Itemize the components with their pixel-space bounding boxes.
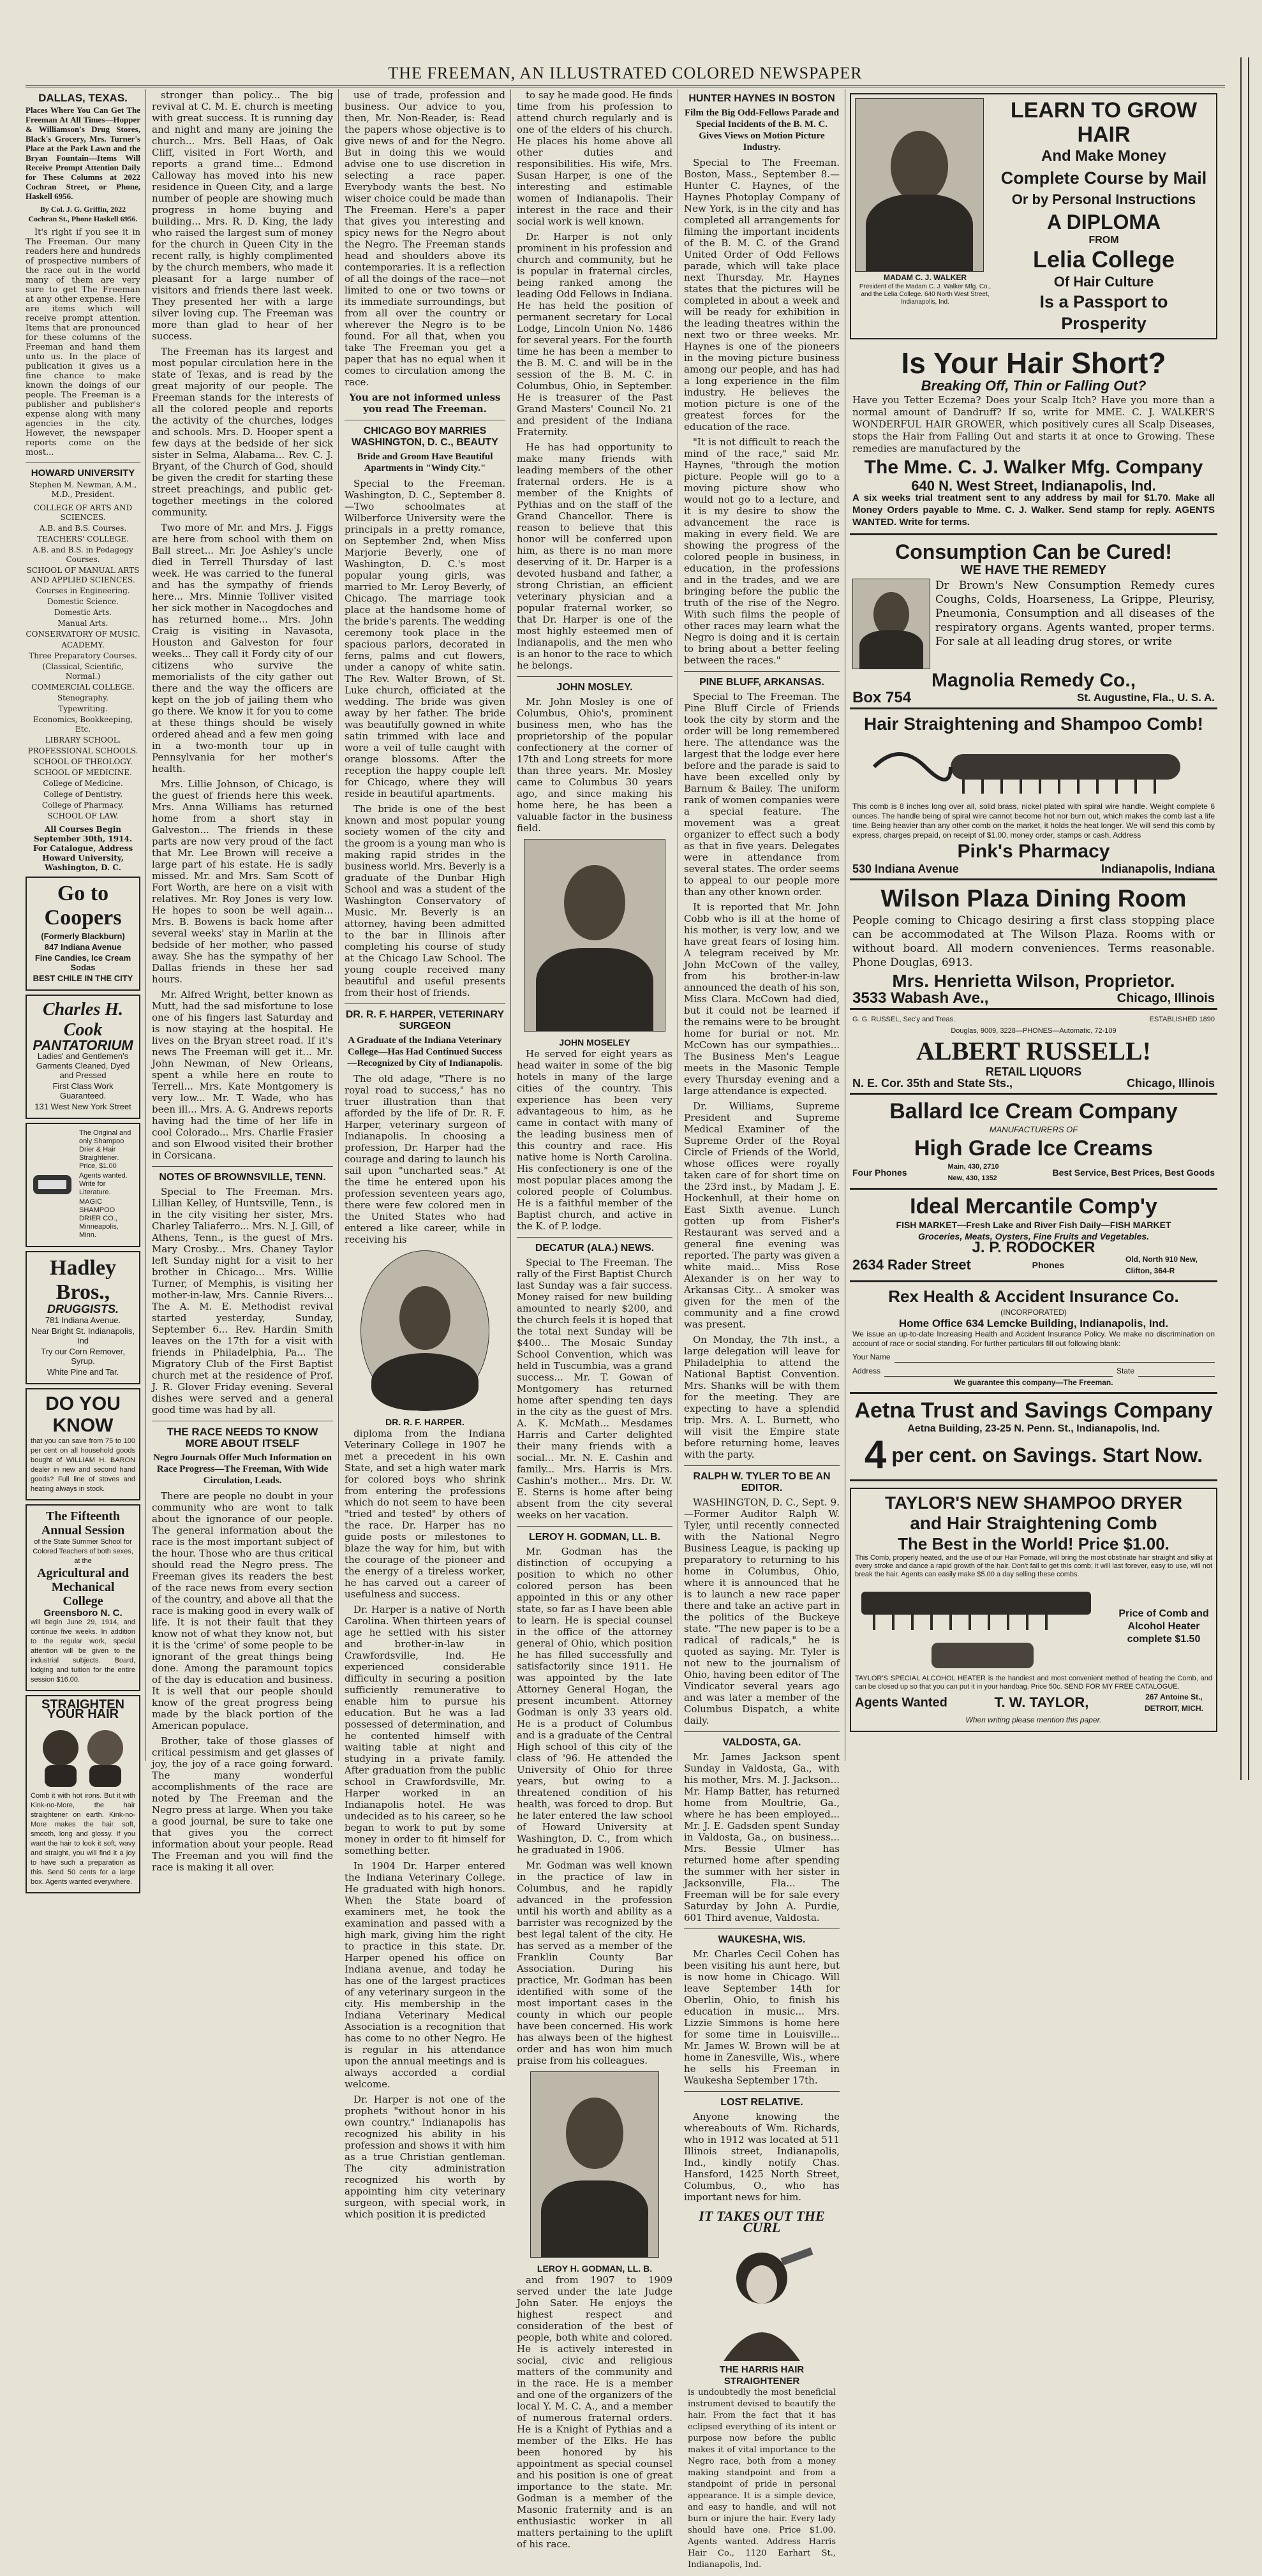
howard-course-item: LIBRARY SCHOOL. (45, 736, 121, 744)
short-heading: Is Your Hair Short? (901, 346, 1166, 380)
separator (684, 671, 840, 672)
godman-heading: LEROY H. GODMAN, LL. B. (529, 1532, 660, 1543)
howard-course-item: College of Dentistry. (43, 790, 123, 799)
walker-portrait-block (855, 98, 995, 334)
column-6-ads (850, 89, 1217, 1767)
hair-short-ad (850, 343, 1217, 535)
howard-course-item: (Classical, Scientific, Normal.) (42, 662, 124, 681)
walker-portrait (855, 98, 984, 272)
harper-body: The old adage, "There is no royal road to success," has no truer illustration than that afforded by the life of Dr. R. F. Harper, veterinary surgeon of Indianapolis. In choosing a profession, Dr. Harper had the courage and daring to launch his sail upon "uncharted seas." At the time he entered upon his profession seventeen years ago, there were few colored men in the United States who had entered a like career, while in receiving his (345, 1073, 505, 1245)
aetna-heading: Aetna Trust and Savings Company (854, 1398, 1213, 1423)
coopers-line: 847 Indiana Avenue (44, 942, 122, 952)
ballard-subheading: MANUFACTURERS OF (989, 1125, 1078, 1134)
coopers-lines (31, 931, 135, 983)
straighten-heading: STRAIGHTEN YOUR HAIR (41, 1698, 124, 1721)
column-2 (152, 89, 333, 1873)
harris-ad (684, 2207, 840, 2576)
separator (684, 1731, 840, 1732)
ideal-ad (850, 1190, 1217, 1282)
cook-lines (31, 1051, 135, 1111)
lost-heading: LOST RELATIVE. (720, 2097, 803, 2108)
walker-heading-3: Complete Course by Mail (1000, 168, 1207, 188)
hadley-subheading: DRUGGISTS. (47, 1303, 119, 1315)
taylor-price: Price of Comb and Alcohol Heater complete $1.50 (1118, 1608, 1209, 1645)
brownsville-heading: NOTES OF BROWNSVILLE, TENN. (159, 1172, 326, 1183)
ideal-proprietor: J. P. RODOCKER (972, 1239, 1095, 1256)
walker-mfg-body: A six weeks trial treatment sent to any address by mail for $1.70. Make all Money Orders payable to Mme. C. J. Walker. Send stamp for reply. AGENTS WANTED. Write for terms. (852, 492, 1215, 528)
howard-course-item: ACADEMY. (61, 640, 105, 649)
lady-combing-hair-icon (698, 2233, 826, 2361)
dr-brown-portrait (852, 579, 930, 669)
chicago-heading: CHICAGO BOY MARRIES WASHINGTON, D. C., BEAUTY (352, 426, 498, 448)
coopers-ad (26, 877, 140, 991)
consumption-heading: Consumption Can be Cured! (895, 540, 1172, 563)
separator (517, 676, 672, 677)
howard-course-item: Stenography. (57, 693, 109, 702)
comb-body: This comb is 8 inches long over all, solid brass, nickel plated with spiral wire handle. Weight complete 6 ounces. The handle being of spiral wire cannot become hot nor burn out, which makes the comb last a life time. Being heavier than any other comb on the market, it holds the heat longer. We will send this comb by express, charges prepaid, on receipt of $1.00, money order, stamps or cash. Address (852, 802, 1215, 840)
waukesha-body: Mr. Charles Cecil Cohen has been visiting his aunt here, but is now home in Chicago. Will leave September 14th for Oberlin, Ohio, to finish his education in music... Mrs. Lizzie Simmons is home here for some time in Louisville... Mr. James W. Brown will be at home in Zanesville, Wis., where he sells his Freeman in Waukesha September 17th. (684, 1948, 840, 2086)
howard-footer: All Courses Begin September 30th, 1914. For Catalogue, Address Howard University, Washington, D. C. (33, 825, 133, 872)
hadley-lines (31, 1315, 135, 1377)
straighten-body: Comb it with hot irons. But it with Kink-no-More, the hair straightener on earth. Kink-no-More makes the hair soft, smooth, long and glossy. If you want the hair to look it soft, wavy and straight, you will find it a joy to have such a preparation as this. Send 50 cents for a large box. Agents wanted everywhere. (31, 1792, 135, 1886)
harper-caption: DR. R. F. HARPER. (385, 1417, 464, 1427)
wilson-address: 3533 Wabash Ave., (852, 989, 989, 1007)
magnolia-heading: Magnolia Remedy Co., (931, 670, 1136, 691)
howard-course-item: Three Preparatory Courses. (29, 651, 137, 660)
ballard-heading-2: High Grade Ice Creams (914, 1136, 1154, 1160)
taylor-heading-3: The Best in the World! Price $1.00. (898, 1534, 1169, 1553)
godman-caption: LEROY H. GODMAN, LL. B. (537, 2263, 653, 2274)
pinebluff-body: Special to The Freeman. The Pine Bluff Circle of Friends took the city by storm and the order will be long remembered here. The attendance was the largest that the lodge ever here before and the parade is said to have been excelled only by Barnum & Bailey. The uniform rank of women companies were a special feature. The movement was a great organizer to effect such a body as that in five years. Delegates were in attendance from several states. The order seems to appeal to our people more than any other known order. (684, 691, 840, 898)
mosley-body: Mr. John Mosley is one of Columbus, Ohio's, prominent business men, who has the proprietorship of the popular confectionery at the corner of 17th and Long streets for more than three years. Mr. Mosley came to Columbus 30 years ago, and since making his home here, he has been a valuable factor in the business field. (517, 696, 672, 834)
dallas-byline: By Col. J. G. Griffin, 2022 Cochran St., Phone Haskell 6956. (28, 205, 138, 223)
taylor-heading-2: and Hair Straightening Comb (910, 1513, 1157, 1533)
walker-heading-5: A DIPLOMA (1046, 211, 1161, 233)
howard-course-item: Courses in Engineering. (36, 586, 130, 595)
howard-course-item: Domestic Arts. (54, 608, 112, 617)
cook-line: First Class Work Guaranteed. (52, 1081, 114, 1100)
column-rule (145, 89, 146, 1761)
aggie-city: Greensboro N. C. (43, 1608, 122, 1618)
walker-heading-1: LEARN TO GROW HAIR (1010, 98, 1198, 147)
rex-office: Home Office 634 Lemcke Building, Indianapolis, Ind. (898, 1317, 1169, 1329)
haynes-body-2: "It is not difficult to reach the mind of the race," said Mr. Haynes, "through the motion picture. People will go to a moving picture show who would not go to a lecture, and it is my desire to show the advancement the race is making in every field. We are showing the progress of the colored people in business, in education, in the professions and in the trades, and we are bringing before the public the truth of the rise of the Negro. With such films the people of other races may learn what the Negro is doing and it is certain to bring about a better feeling between the races." (684, 436, 840, 666)
walker-heading-2: And Make Money (1041, 147, 1167, 165)
doyou-body: that you can save from 75 to 100 per cent on all household goods bought of WILLIAM H. BARON dealer in new and second hand goods? Full line of stoves and heating always in stock. (31, 1437, 135, 1493)
haynes-subheading: Film the Big Odd-Fellows Parade and Special Incidents of the B. M. C. Gives Views on Motion Picture Industry. (684, 108, 840, 152)
pinebluff-body-4: On Monday, the 7th inst., a large delegation will leave for Philadelphia to attend the National Baptist Convention. Mrs. Shanks will be with them for the meeting. They are expecting to have a splendid trip. Mrs. A. L. Burnett, who will visit the Empire state before returning home, leaves with the party. (684, 1334, 840, 1460)
harper-body-2: diploma from the Indiana Veterinary College in 1907 he met a precedent in his own State, and set a high water mark for colored boys who shrink from entering the professions which do not seem to have been "tried and tested" by others of the race. Dr. Harper has no guide posts or milestones to blaze the way for him, but with the courage of the pioneer and the energy of a tireless worker, he has carved out a career of usefulness and success. (345, 1428, 505, 1600)
walker-from: FROM (1088, 235, 1119, 246)
harper-portrait (360, 1250, 489, 1411)
comb-and-heater-icon (855, 1579, 1110, 1675)
valdosta-body: Mr. James Jackson spent Sunday in Valdosta, Ga., with his mother, Mrs. M. J. Jackson... Mr. Hamp Batter, has returned home from Moultrie, Ga., where he has been employed... Mr. J. E. Gadsden spent Sunday in Valdosta, Ga., on business... Mrs. Bessie Ulmer has returned home after spending the summer with her sister in Jacksonville, Fla... The Freeman will be for sale every Saturday by John A. Purdie, 601 Third avenue, Valdosta. (684, 1751, 840, 1923)
aetna-tagline: per cent. on Savings. Start Now. (891, 1444, 1203, 1467)
pinebluff-body-2: It is reported that Mr. John Cobb who is ill at the home of his mother, is very low, and we have great fears of losing him. A telegram received by Mr. John McCown of the valley, from his brother-in-law announced the death of his son, Miss Clara. McCown had died, but it could not be learned if the remains were to be brought home for burial or not. Mr. McCown has our sympathies... The Business Men's League meets in the Masonic Temple every Thursday evening and a large attendance is expected. (684, 901, 840, 1097)
taylor-ad (850, 1488, 1217, 1732)
ideal-phone-lines: Old, North 910 New, Clifton, 364-R (1125, 1255, 1198, 1275)
walker-caption: MADAM C. J. WALKER (884, 273, 967, 282)
before-after-portraits-icon (32, 1719, 134, 1789)
straighten-ad (26, 1695, 140, 1893)
curl-heading: IT TAKES OUT THE CURL (699, 2208, 825, 2235)
fifteenth-subheading: of the State Summer School for Colored Teachers of both sexes, at the (33, 1538, 133, 1565)
aetna-rate: 4 (864, 1433, 887, 1477)
howard-course-item: SCHOOL OF THEOLOGY. (33, 757, 133, 766)
ballard-ad (850, 1095, 1217, 1190)
pinebluff-body-3: Dr. Williams, Supreme President and Supreme Medical Examiner of the Supreme Order of the Royal Circle of Friends of the World, whose offices were royally taken care of for short time on the 23rd inst., by Madam J. E. Hockenhull, at their home on East Sixth avenue. Lunch gotten up from Fisher's Restaurant was served and a general fine evening was reported. The party was given a white maid... Miss Rose Alexander is on her way to Arkansas City... A smoker was given for the men of the community and a fine crowd was present. (684, 1100, 840, 1330)
howard-course-item: PROFESSIONAL SCHOOLS. (27, 746, 138, 755)
separator (152, 1166, 333, 1167)
separator (684, 1465, 840, 1466)
fifteenth-heading: The Fifteenth Annual Session (41, 1509, 125, 1537)
rex-name-field[interactable] (895, 1351, 1215, 1363)
race-subheading: Negro Journals Offer Much Information on Race Progress—The Freeman, With Wide Circulation, Leads. (153, 1453, 332, 1486)
ballard-heading: Ballard Ice Cream Company (889, 1099, 1178, 1123)
race-body: There are people no doubt in your community who are wont to talk about the ignorance of our people. The general information about the race is the most important subject of the hour. Those who are thus critical should read the Negro press. The Freeman gives its readers the best of the race news from every section of the country, and above all that the race is making good in every walk of life. It is not their fault that they know not of what they know not, but it is the 'crime' of some people to be ignorant of the great things being done. Among the paramount topics of the day is education and business. It is well that our people should know of the great progress being made by the black portion of the American populace. (152, 1490, 333, 1731)
separator (345, 1003, 505, 1004)
howard-course-item: College of Medicine. (43, 779, 123, 788)
lost-body: Anyone knowing the whereabouts of Wm. Richards, who in 1912 was located at 511 Illinois street, Indianapolis, Ind., kindly notify Chas. Hansford, 1425 North Street, Columbus, O., who has important news for him. (684, 2111, 840, 2203)
consumption-ad (850, 535, 1217, 709)
waukesha-heading: WAUKESHA, WIS. (718, 1934, 806, 1945)
magnolia-box: Box 754 (852, 689, 912, 706)
wilson-proprietor: Mrs. Henrietta Wilson, Proprietor. (892, 971, 1175, 991)
howard-course-item: SCHOOL OF MEDICINE. (34, 768, 132, 777)
mosley-portrait (524, 839, 665, 1032)
col3-lead-body: use of trade, profession and business. Our advice to you, then, Mr. Non-Reader, is: Read the papers whose objective is to give news of and for the Negro. But in doing this we would advise one to use discretion in selecting a race paper. Everybody wants the best. No wiser choice could be made than The Freeman. Here's a paper that gives you interesting and spicy news for the Negro about the Negro. The Freeman stands head and shoulders above its contemporaries. It is a reflection of all the doings of the race—not limited to one or two towns or its immediate surroundings, but from all over the country or wherever the Negro is to be found. For all that, when you take The Freeman you get a paper that has no equal when it comes to circulation among the race. (345, 89, 505, 388)
decatur-body: Special to The Freeman. The rally of the First Baptist Church last Sunday was a fair success. Money raised for new building amounted to nearly $200, and the church feels it is hoped that the total next Sunday will be $400... The Mosaic Sunday School Convention, which was held in Tuscumbia, was a grand success... Mr. T. Gowan of Montgomery has returned home after spending ten days in the city as the guest of Mrs. A. K. McMath... Mesdames Harris and Carter delighted their many friends with a social... Mr. N. E. Cashin and family... Mrs. Harris is Mrs. Cashin's mother... Mrs. Dr. W. E. Sterns is home after being absent from the city several weeks on her vacation. (517, 1257, 672, 1521)
russell-city: Chicago, Illinois (1126, 1077, 1215, 1090)
col2-lead-body: stronger than policy... The big revival at C. M. E. church is meeting with great success. It is running day and night and many are joining the church... Mrs. Bell Haas, of Oak Cliff, visited in Fort Worth, and reports a grand time... Edmond Calloway has moved into his new residence in Queen City, and a large number of people are showing much progress in home buying and building... Mrs. R. D. King, the lady who raised the largest sum of money for the church in Queen City in the recent rally, is highly complimented by the church members, who made it pleasant for a large number of visitors and friends there last week. They presented her with a large silver loving cup. The Freeman was more than glad to hear of her success. (152, 89, 333, 342)
chicago-body: Special to the Freeman. Washington, D. C., September 8.—Two schoolmates at Wilberforce University were the principals in a pretty romance, on September 2nd, when Miss Marjorie Beverly, one of Washington, D. C.'s most popular young girls, was married to Mr. Leroy Beverly, of Chicago. The marriage took place at the handsome home of the bride's parents. The wedding ceremony took place in the spacious parlors, decorated in ferns, palms and cut flowers, under a canopy of white satin. The Rev. Walter Brown, of St. Luke church, officiated at the wedding. The bride was given away by her father. The bride was beautifully gowned in white satin trimmed with lace and wore a veil of tulle caught with orange blossoms. After the reception the happy couple left for Chicago, where they will reside in beautiful apartments. (345, 478, 505, 799)
portrait-suit (371, 1353, 479, 1410)
coopers-line: (Formerly Blackburn) (41, 931, 125, 941)
godman-body: Mr. Godman has the distinction of occupying a position to which no other colored person has been appointed in this or any other state, so far as I have been able to learn. He is special counsel in the office of the attorney general of Ohio, which position he has filled successfully and satisfactorily since 1911. He was appointed by the late Attorney General Hogan, the present incumbent. Attorney Godman is only 33 years old. He is a product of Columbus and is a graduate of the Central High school of this city of the class of '96. He attended the University of Ohio for three years, but owing to a threatened condition of his health, was forced to drop. But he later entered the law school of Howard University at Washington, D. C., from which he graduated in 1906. (517, 1546, 672, 1856)
howard-course-item: College of Pharmacy. (41, 801, 124, 810)
dallas-heading: DALLAS, TEXAS. (38, 92, 128, 104)
tyler-body: WASHINGTON, D. C., Sept. 9.—Former Auditor Ralph W. Tyler, until recently connected with the National Negro Business League, is packing up preparatory to returning to his home in Columbus, Ohio, where it is announced that he is to launch a new race paper there and take an active part in the politics of the Buckeye state. "The new paper is to be a radical of radicals," he is quoted as saying. Mr. Tyler is not new to the journalism of Ohio, having been editor of The Vindicator several years ago and was later a member of the Columbus Dispatch, a white daily. (684, 1497, 840, 1726)
walker-caption-2: President of the Madam C. J. Walker Mfg. Co., and the Lelia College. 640 North West Street, Indianapolis, Ind. (859, 283, 991, 306)
dallas-subheading: Places Where You Can Get The Freeman At All Times—Hopper & Williamson's Drug Stores, Black's Grocery, Mrs. Turner's Place at the Park Lawn and the Bryan Fountain—Items Will Receive Prompt Attention Daily for These Columns at 2022 Cochran Street, or Phone, Haskell 6956. (26, 105, 140, 201)
russell-established: ESTABLISHED 1890 (1149, 1016, 1215, 1023)
howard-ad (26, 468, 140, 873)
ideal-lines: Groceries, Meats, Oysters, Fine Fruits and Vegetables. (917, 1231, 1150, 1241)
cook-line: 131 West New York Street (34, 1102, 131, 1111)
aggie-body: will begin June 29, 1914, and continue five weeks. In addition to the regular work, special attention will be given to the industrial subjects. Board, lodging and tuition for the entire session $16.00. (31, 1618, 135, 1684)
col2-body-3: Two more of Mr. and Mrs. J. Figgs are here from school with them on Ball street... Mr. Joe Ashley's uncle died in Terrell Thursday of last week. He was carried to the funeral and has the sympathy of friends here... Mrs. Minnie Tolliver visited her sick mother in Nacogdoches and has returned home... Mrs. John Craig is visiting in Navasota, Houston and Galveston for four weeks... They call it Fordy city of our citizens who survive the memorialists of the city gather out there and the way the officers are kept on the job of jailing them who go there. We know it for you to come at these things should be wisely ordered ahead and a few men going in a two-month tour up in Pennsylvania for her mother's health. (152, 522, 333, 774)
ideal-address: 2634 Rader Street (852, 1257, 971, 1273)
portrait-suit (859, 630, 924, 669)
rex-address-field[interactable] (884, 1365, 1113, 1377)
separator (684, 2091, 840, 2092)
haynes-body: Special to The Freeman. Boston, Mass., September 8.—Hunter C. Haynes, of the Haynes Photoplay Company of New York, is in the city and has completed all arrangements for filming the important incidents of the B. M. C. of the Grand United Order of Odd Fellows parade, which will take place next Thursday. Mr. Haynes states that the pictures will be completed in about a week and will be ready for exhibition in the leading theatres within the next two or three weeks. Mr. Haynes is one of the pioneers in the moving picture business among our people, and has had a long experience in the film industry. He believes the motion picture is one of the greatest forces for the education of the race. (684, 157, 840, 433)
comb-icon (861, 735, 1206, 799)
separator (684, 1928, 840, 1929)
col3-lead-tagline: You are not informed unless you read The Freeman. (349, 392, 501, 415)
aggie-ad (26, 1504, 140, 1691)
hadley-heading: Hadley Bros., (50, 1256, 116, 1304)
russell-heading: ALBERT RUSSELL! (916, 1037, 1151, 1065)
magic-line: The Original and only Shampoo Drier & Hair Straightener. Price, $1.00 (79, 1129, 131, 1170)
cook-ad (26, 995, 140, 1119)
short-subheading: Breaking Off, Thin or Falling Out? (921, 378, 1147, 394)
consumption-body: Dr Brown's New Consumption Remedy cures Coughs, Colds, Hoarseness, La Grippe, Pleurisy, Pneumonia, Consumption and all diseases of the respiratory organs. Agents wanted, proper terms. For sale at all leading drug stores, or write (935, 579, 1215, 648)
ballard-tagline: Best Service, Best Prices, Best Goods (1052, 1167, 1215, 1178)
col2-body-2: The Freeman has its largest and most popular circulation here in the state of Texas, and is read by the great majority of our people. The Freeman stands for the interests of all the colored people and reports the activity of the churches, lodges and schools. Mrs. D. Hooper spent a few days at the bedside of her sick sister in Selma, Alabama... Rev. C. J. Bryant, of the Church of God, should be given the credit for starting these street preachings, and public get-together meetings in the colored community. (152, 346, 333, 518)
column-5 (684, 89, 840, 2570)
chicago-body-2: The bride is one of the best known and most popular young society women of the city and the groom is a young man who is making rapid strides in the business world. Mrs. Beverly is a graduate of the Dunbar High School and was a student of the Washington Conservatory of Music. Mr. Beverly is an attorney, having been admitted to the bar in Illinois after completing his course of study at the Chicago Law School. The young couple received many beautiful and useful presents from their host of friends. (345, 803, 505, 998)
mosley-caption: JOHN MOSELEY (559, 1037, 630, 1047)
rex-incorporated: (INCORPORATED) (1000, 1308, 1067, 1317)
magic-line: MAGIC SHAMPOO DRIER CO., Minneapolis, Minn. (79, 1198, 119, 1239)
ideal-heading: Ideal Mercantile Comp'y (910, 1194, 1157, 1218)
taylor-agents: Agents Wanted (855, 1696, 947, 1710)
taylor-footer: TAYLOR'S SPECIAL ALCOHOL HEATER is the handiest and most convenient method of heating the Comb, and can be closed up so that you can put it in your handbag. Price 50c. SEND FOR MY FREE CATALOGUE. (855, 1675, 1212, 1691)
harper-body-4: In 1904 Dr. Harper entered the Indiana Veterinary College. He graduated with high honors. When the State board of examiners met, he took the examination and passed with a high mark, giving him the right to practice in this state. Dr. Harper opened his office on Indiana avenue, and today he has one of the largest practices of any veterinary surgeon in the city. His membership in the Indiana Veterinary Medical Association is a recognition that has come to no other Negro. He is regular in his attendance upon the annual meetings and is always accorded a cordial welcome. (345, 1860, 505, 2090)
wilson-ad (850, 880, 1217, 1010)
taylor-address: 267 Antoine St., DETROIT, MICH. (1144, 1692, 1203, 1713)
walker-heading-7: Of Hair Culture (1053, 274, 1154, 290)
race-heading: THE RACE NEEDS TO KNOW MORE ABOUT ITSELF (167, 1426, 318, 1449)
walker-heading-8: Is a Passport to Prosperity (1039, 292, 1168, 333)
taylor-heading: TAYLOR'S NEW SHAMPOO DRYER (884, 1493, 1183, 1513)
godman-body-2: Mr. Godman was well known in the practice of law in Columbus, and he rapidly advanced in the profession until his worth and ability as a barrister was recognized by the best legal talent of the city. He has served as a member of the Franklin County Bar Association. During his practice, Mr. Godman has been identified with some of the most important cases in the county in which our people have been concerned. His work has always been of the highest order and has won him much praise from his colleagues. (517, 1860, 672, 2066)
chicago-subheading: Bride and Groom Have Beautiful Apartments in "Windy City." (357, 452, 493, 473)
valdosta-heading: VALDOSTA, GA. (722, 1737, 801, 1748)
rex-ad (850, 1282, 1217, 1394)
column-4 (517, 89, 672, 2550)
decatur-heading: DECATUR (ALA.) NEWS. (535, 1243, 655, 1254)
column-rule (338, 89, 339, 1761)
ideal-phones: Phones (1032, 1260, 1065, 1270)
portrait-face (566, 2098, 623, 2169)
walker-mfg-heading: The Mme. C. J. Walker Mfg. Company (864, 457, 1203, 478)
ideal-subheading: FISH MARKET—Fresh Lake and River Fish Daily—FISH MARKET (896, 1220, 1171, 1230)
rex-heading: Rex Health & Accident Insurance Co. (888, 1287, 1179, 1306)
haynes-heading: HUNTER HAYNES IN BOSTON (688, 93, 835, 104)
portrait-suit (541, 2180, 648, 2257)
column-1 (26, 89, 140, 1886)
howard-course-item: Domestic Science. (47, 597, 119, 606)
taylor-body: This Comb, properly heated, and the use of our Hair Pomade, will bring the most obstinate hair straight and silky at every stroke and dance a rapid growth of the hair. Don't fail to get this comb; it will last forever, easy to use, will not break the hair. Agents can easily make $5.00 a day selling these combs. (855, 1554, 1212, 1578)
walker-heading-6: Lelia College (1032, 246, 1175, 272)
brownsville-body: Special to The Freeman. Mrs. Lillian Kelley, of Huntsville, Tenn., is in the city visiting her sister, Mrs. Charley Taliaferro... Mrs. N. J. Gill, of Athens, Tenn., is the guest of Mrs. Mary Crosby... Mrs. Chaney Taylor left Sunday night for a visit to her brother in Chicago... Mrs. Willie Turner, of Memphis, is visiting her mother-in-law, Mrs. Cannie Rivers... The A. M. E. Methodist revival started yesterday, Sunday, September 6... Rev. Hardin Smith leaves on the 17th for a visit with friends in Philadelphia, Pa... The Migratory Club of the First Baptist church met at the residence of Prof. J. R. Glover Friday evening. Several dishes were served and a general good time was had by all. (152, 1186, 333, 1416)
howard-heading: HOWARD UNIVERSITY (31, 468, 135, 478)
doyou-ad (26, 1388, 140, 1500)
harper-heading: DR. R. F. HARPER, VETERINARY SURGEON (345, 1009, 505, 1032)
rex-address-label: Address (852, 1366, 881, 1375)
shampoo-drier-icon (31, 1169, 75, 1201)
separator (517, 1237, 672, 1238)
coopers-heading: Go to Coopers (44, 882, 122, 929)
russell-phones: Douglas, 9009, 3228—PHONES—Automatic, 72-109 (951, 1027, 1117, 1035)
rex-guarantee: We guarantee this company—The Freeman. (954, 1378, 1113, 1387)
hadley-line: Try our Corn Remover, Syrup. (41, 1347, 125, 1366)
harper-body-5: Dr. Harper is not one of the prophets "without honor in his own country." Indianapolis has recognized his ability in his profession and shows it with him as a true Christian gentleman. The city administration recognized his worth by appointing him city veterinary surgeon, with special work, in which position it is predicted (345, 2094, 505, 2220)
howard-course-item: Economics, Bookkeeping, Etc. (33, 715, 133, 734)
col4-lead-body: to say he made good. He finds time from his profession to attend church regularly and is one of the elders of his church. He places his home above all other duties and responsibilities. His wife, Mrs. Susan Harper, is one of the interesting and estimable women of Indianapolis. Their interest in the race and their social work is well known. (517, 89, 672, 227)
godman-body-3: and from 1907 to 1909 served under the late Judge John Sater. He enjoys the highest respect and consideration of the best of people, both white and colored. He is actively interested in social, civic and religious matters of the community and in the race. He is a member and one of the organizers of the local Y. M. C. A., and a member of numerous fraternal orders. He is a Knight of Pythias and a member of the Elks. He has been honored by his appointment as special counsel and his position is one of great importance to the state. Mr. Godman is a member of the Masonic fraternity and is an enthusiastic worker in all matters pertaining to the uplift of his race. (517, 2274, 672, 2550)
race-body-2: Brother, take of those glasses of critical pessimism and get glasses of joy, the joy of a race going forward. The many wonderful accomplishments of the race are noted by The Freeman and the Negro press at large. When you take a good journal, be sure to take one that gives you the correct information about your people. Read The Freeman and you will find the race is making it all over. (152, 1735, 333, 1873)
portrait-face (891, 131, 948, 202)
howard-course-item: COLLEGE OF ARTS AND SCIENCES. (33, 503, 133, 522)
wilson-heading: Wilson Plaza Dining Room (880, 885, 1187, 912)
howard-course-item: SCHOOL OF MANUAL ARTS AND APPLIED SCIENCES. (26, 566, 140, 584)
howard-course-item: COMMERCIAL COLLEGE. (31, 683, 135, 692)
howard-course-item: CONSERVATORY OF MUSIC. (26, 630, 140, 639)
tyler-heading: RALPH W. TYLER TO BE AN EDITOR. (693, 1471, 831, 1493)
cook-heading: Charles H. Cook (42, 1000, 124, 1040)
col4-lead-body-3: He has had opportunity to make many friends with leading members of the other fraternal orders. He is a member of the Knights of Pythias and on the staff of the Grand Chancellor. There is reason to believe that this honor will be conferred upon him, as there is no man more deserving of it. Dr. Harper is a devoted husband and father, a strong Christian, an efficient veterinary physician and a popular fraternal worker, so that Dr. Harper is one of the most highly esteemed men of Indianapolis, and the men who is an honor to the race to which he belongs. (517, 441, 672, 671)
wilson-body: People coming to Chicago desiring a first class stopping place can be accommodated at The Wilson Plaza. Rooms with or without board. All modern conveniences. Terms reasonable. Phone Douglas, 6913. (852, 914, 1215, 969)
cook-subheading: PANTATORIUM (33, 1037, 133, 1053)
walker-college-ad (850, 93, 1217, 339)
harper-body-3: Dr. Harper is a native of North Carolina. When thirteen years of age he settled with his sister and brother-in-law in Crawfordsville, Ind. He experienced considerable difficulty in securing a position sufficiently remunerative to enable him to pursue his education. But he was a lad possessed of determination, and he contented himself with waiting table at night and studying in a private family. After graduation from the public school in Crawfordsville, Mr. Harper worked in an Indianapolis hotel. He was undecided as to his career, so he began to work to put by some money in order to fit himself for something better. (345, 1604, 505, 1856)
right-page-edge (1240, 57, 1249, 1780)
short-body: Have you Tetter Eczema? Does your Scalp Itch? Have you more than a normal amount of Dandruff? If so, write for MME. C. J. WALKER'S WONDERFUL HAIR GROWER, which positively cures all Scalp Diseases, stops the Hair from Falling Out and starts it at once to Growing. These remedies are manufactured by the (852, 394, 1215, 454)
aggie-heading: Agricultural and Mechanical College (37, 1566, 129, 1608)
magic-lines (79, 1128, 135, 1241)
hadley-line: White Pine and Tar. (47, 1367, 119, 1377)
howard-course-item: SCHOOL OF LAW. (47, 811, 119, 820)
rex-state-field[interactable] (1138, 1365, 1215, 1377)
walker-heading-4: Or by Personal Instructions (1011, 191, 1196, 207)
harper-subheading: A Graduate of the Indiana Veterinary College—Has Had Continued Success—Recognized by City of Indianapolis. (347, 1035, 503, 1069)
column-3 (345, 89, 505, 2220)
godman-portrait (530, 2071, 659, 2258)
hadley-ad (26, 1251, 140, 1384)
howard-course-item: Manual Arts. (57, 619, 108, 628)
rex-body: We issue an up-to-date Increasing Health and Accident Insurance Policy. We make no discrimination on account of race or social standing. For further particulars fill out following blank: (852, 1329, 1215, 1348)
portrait-suit (536, 948, 654, 1031)
portrait-suit (866, 195, 973, 271)
col2-body-4: Mrs. Lillie Johnson, of Chicago, is the guest of friends here this week. Mrs. Anna Williams has returned home from a short stay in Galveston... The friends in these parts are now very proud of the fact that Mr. Lee Brown will receive a large part of his estate. He is sadly missed. Mr. and Mrs. Sam Scott of Fort Worth, are here on a visit with relatives. Mr. Roy Jones is very low. He hopes to soon be well again... Mrs. B. Bowens is back home after several weeks' stay in Marlin at the bedside of her mother, who passed away. She has the sympathy of her Dallas friends in these her sad hours. (152, 778, 333, 985)
taylor-name: T. W. TAYLOR, (994, 1694, 1089, 1710)
coopers-line: Fine Candies, Ice Cream Sodas (34, 953, 131, 972)
walker-text-block (995, 98, 1212, 334)
taylor-note: When writing please mention this paper. (965, 1715, 1102, 1724)
rex-state-label: State (1116, 1366, 1134, 1375)
portrait-face (564, 865, 625, 940)
russell-top: G. G. RUSSEL, Sec'y and Treas. (852, 1016, 956, 1023)
mosley-body-2: He served for eight years as head waiter in some of the big hotels in many of the large cities of the country. This experience has been very advantageous to him, as he came in contact with many of the leading business men of this country and race. His native home is North Carolina. His confectionery is one of the most popular places among the colored people of Columbus. He is a faithful member of the Baptist church, and active in the K. of P. lodge. (517, 1048, 672, 1232)
magic-line: Agents wanted. Write for Literature. (79, 1172, 128, 1196)
magic-ad (26, 1123, 140, 1247)
russell-address: N. E. Cor. 35th and State Sts., (852, 1077, 1013, 1090)
pinks-city: Indianapolis, Indiana (1101, 862, 1215, 875)
comb-heading: Hair Straightening and Shampoo Comb! (863, 714, 1203, 734)
doyou-heading: DO YOU KNOW (45, 1393, 121, 1436)
mosley-heading: JOHN MOSLEY. (556, 682, 633, 693)
harris-body: is undoubtedly the most beneficial instrument devised to beautify the hair. From the fact that it has eclipsed everything of its intent or purpose now before the public makes it of vital importance to the Negro race, both from a money making standpoint and from a standpoint of pride in personal appearance. It is a simple device, and easy to handle, and will not burn or injure the hair. Every lady should have one. Price $1.00. Agents wanted. Address Harris Hair Co., 1120 Earhart St., Indianapolis, Ind. (688, 2388, 836, 2570)
consumption-subheading: WE HAVE THE REMEDY (960, 563, 1107, 577)
howard-course-item: A.B. and B.S. in Pedagogy Courses. (33, 545, 133, 564)
col2-body-5: Mr. Alfred Wright, better known as Mutt, had the sad misfortune to lose one of his fingers last Saturday and is now staying at the hospital. He lives on the Bryan street road. If it's news The Freeman will get it... Mr. John Newman, of New Orleans, spent a while here en route to Terrell... Mrs. Kate Montgomery is very low... Mr. T. Wade, who has been ill... Mrs. A. G. Andrews reports having had the time of her life in cool Colorado... Mrs. Charlie Frasier and son Elwood visited their brother in Corsicana. (152, 989, 333, 1161)
howard-president: Stephen M. Newman, A.M., M.D., President. (29, 480, 137, 499)
col4-lead-body-2: Dr. Harper is not only prominent in his profession and church and community, but he is popular in fraternal circles, being ranked among the leading Odd Fellows in Indiana. He has held the position of permanent secretary for Local Lodge, Lincoln Union No. 1486 for several years. For the fourth time he has been a member to the B. M. C. and will be in the session of the B. M. C. in Columbus, Ohio, in September. He is treasurer of the Past Grand Masters' Council No. 21 and president of the Indiana Fraternity. (517, 231, 672, 438)
russell-subheading: RETAIL LIQUORS (985, 1065, 1082, 1078)
column-rule (510, 89, 511, 1761)
dallas-body: It's right if you see it in The Freeman. Our many readers here and hundreds of prospective numbers of the race out in the world many of them are very sure to get The Freeman at any other expense. Here are items which will receive prompt attention. Items that are pronounced for these columns of the Freeman and hand them unto us. In the place of publication it gives us a fine chance to make known the doings of our people. The Freeman is a publisher and publisher's expense along with many agencies in the city. However, the newspaper reports come on the most... (26, 228, 140, 457)
cook-line: Ladies' and Gentlemen's Garments Cleaned, Dyed and Pressed (36, 1051, 130, 1080)
harris-heading: THE HARRIS HAIR STRAIGHTENER (719, 2364, 805, 2387)
rex-name-label: Your Name (852, 1352, 891, 1361)
pinks-heading: Pink's Pharmacy (957, 841, 1110, 862)
portrait-face (399, 1286, 450, 1350)
comb-ad (850, 709, 1217, 880)
aetna-ad (850, 1394, 1217, 1481)
magnolia-city: St. Augustine, Fla., U. S. A. (1077, 692, 1215, 704)
pinks-address: 530 Indiana Avenue (852, 862, 959, 875)
walker-mfg-address: 640 N. West Street, Indianapolis, Ind. (911, 478, 1156, 494)
howard-course-list (26, 503, 140, 821)
coopers-line: BEST CHILE IN THE CITY (33, 973, 133, 983)
howard-course-item: Typewriting. (58, 704, 108, 713)
separator (517, 1526, 672, 1527)
hadley-line: 781 Indiana Avenue. (45, 1315, 121, 1325)
howard-course-item: TEACHERS' COLLEGE. (36, 535, 130, 544)
pinebluff-heading: PINE BLUFF, ARKANSAS. (699, 677, 824, 688)
ballard-phone-lines: Main, 430, 2710 New, 430, 1352 (947, 1163, 999, 1182)
aetna-address: Aetna Building, 23-25 N. Penn. St., Indianapolis, Ind. (907, 1423, 1160, 1434)
masthead: THE FREEMAN, AN ILLUSTRATED COLORED NEWSPAPER (26, 64, 1225, 87)
hadley-line: Near Bright St. Indianapolis, Ind (31, 1326, 135, 1345)
russell-ad (850, 1010, 1217, 1095)
wilson-city: Chicago, Illinois (1117, 991, 1215, 1005)
howard-course-item: A.B. and B.S. Courses. (39, 524, 127, 533)
ballard-phones: Four Phones (852, 1167, 907, 1178)
